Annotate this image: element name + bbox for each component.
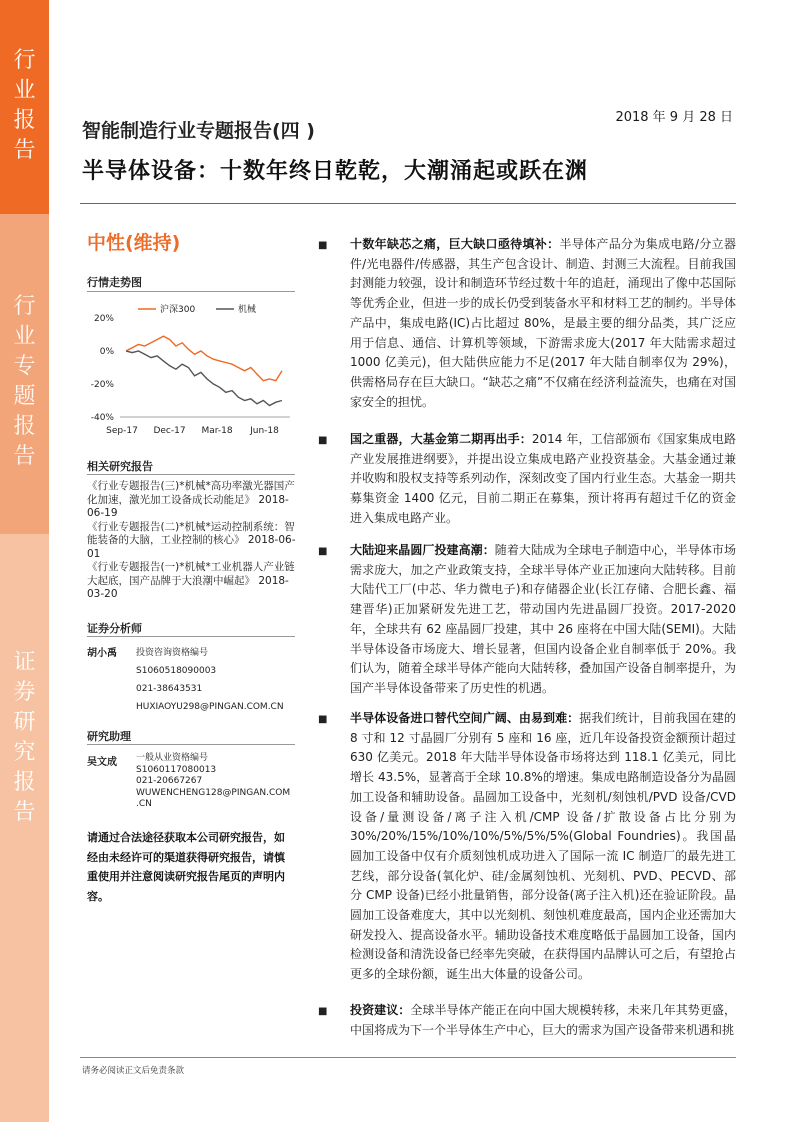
bullet-marker: ■ xyxy=(318,435,328,446)
sidebar-bottom-band xyxy=(0,534,49,1122)
paragraph-lead: 大陆迎来晶圆厂投建高潮： xyxy=(350,543,495,557)
chart-legend-label: 机械 xyxy=(238,305,257,315)
related-report-item: 《行业专题报告(二)*机械*运动控制系统：智能装备的大脑，工业控制的核心》 2018-06-01 xyxy=(87,520,296,560)
chart-legend-label: 沪深300 xyxy=(160,305,196,315)
chart-series-line xyxy=(126,351,282,406)
analyst-phone: 021-38643531 xyxy=(136,684,203,694)
body-paragraph-2 xyxy=(350,430,736,529)
related-section-title: 相关研究报告 xyxy=(87,460,153,473)
analyst-name: 胡小禹 xyxy=(87,648,117,659)
sidebar-bottom-label-char: 券 xyxy=(13,680,36,705)
chart-series-line xyxy=(126,336,282,381)
sidebar-middle-label-char: 专 xyxy=(13,354,36,379)
sidebar-top-label-char: 业 xyxy=(13,78,36,103)
chart-section-title: 行情走势图 xyxy=(87,276,142,289)
sidebar-bottom-label-char: 证 xyxy=(13,650,36,675)
sidebar-middle-label xyxy=(0,292,49,472)
chart-y-tick-label: -20% xyxy=(90,380,114,390)
chart-y-tick-label: 0% xyxy=(99,347,114,357)
sidebar-middle-label-char: 行 xyxy=(13,294,36,319)
header-divider xyxy=(80,203,736,204)
analyst-qualification-label: 投资咨询资格编号 xyxy=(136,648,209,658)
chart-x-tick-label: Dec-17 xyxy=(153,426,186,436)
sidebar-middle-label-char: 业 xyxy=(13,324,36,349)
body-paragraph-5 xyxy=(350,1001,736,1040)
body-paragraph-1 xyxy=(350,235,736,412)
bullet-marker: ■ xyxy=(318,1006,328,1017)
footer-divider xyxy=(80,1057,736,1058)
chart-y-tick-label: 20% xyxy=(93,314,114,324)
sidebar-bottom-label-char: 告 xyxy=(13,800,36,825)
analyst-section-rule xyxy=(87,636,295,637)
paragraph-lead: 国之重器，大基金第二期再出手： xyxy=(350,432,532,446)
bullet-marker: ■ xyxy=(318,240,328,251)
chart-x-tick-label: Jun-18 xyxy=(250,426,279,436)
body-paragraph-4 xyxy=(350,709,736,985)
report-date: 2018 年 9 月 28 日 xyxy=(615,110,733,125)
chart-section-rule xyxy=(87,291,295,292)
report-subtitle: 智能制造行业专题报告(四 ) xyxy=(82,120,315,142)
sidebar-middle-label-char: 题 xyxy=(13,384,36,409)
bullet-marker: ■ xyxy=(318,546,328,557)
chart-x-tick-label: Mar-18 xyxy=(201,426,233,436)
paragraph-text: 全球半导体产能正在向中国大规模转移，未来几年其势更盛，中国将成为下一个半导体生产中心，巨大的需求为国产设备带来机遇和挑 xyxy=(350,1003,736,1037)
sidebar-top-label-char: 报 xyxy=(13,108,36,133)
assistant-phone: 021-20667267 xyxy=(136,776,203,786)
analyst-license-number: S1060518090003 xyxy=(136,666,217,676)
related-report-item: 《行业专题报告(三)*机械*高功率激光器国产化加速，激光加工设备成长动能足》 2018-06-19 xyxy=(87,480,295,519)
sidebar-bottom-label xyxy=(0,648,49,828)
related-report-item: 《行业专题报告(一)*机械*工业机器人产业链大起底，国产品牌于大浪潮中崛起》 2018-03-20 xyxy=(87,561,295,600)
assistant-license-number: S1060117080013 xyxy=(136,764,217,775)
sidebar-middle-label-char: 告 xyxy=(13,444,36,469)
sidebar-top-label xyxy=(0,46,49,166)
paragraph-lead: 十数年缺芯之痛，巨大缺口亟待填补： xyxy=(350,237,560,251)
report-title: 半导体设备：十数年终日乾乾，大潮涌起或跃在渊 xyxy=(82,159,589,184)
sidebar-top-label-char: 告 xyxy=(13,138,36,163)
paragraph-lead: 半导体设备进口替代空间广阔、由易到难： xyxy=(350,711,580,725)
sidebar-bottom-label-char: 研 xyxy=(13,710,36,735)
chart-x-tick-label: Sep-17 xyxy=(106,426,138,436)
assistant-email-suffix: .CN xyxy=(136,799,152,809)
sidebar-top-label-char: 行 xyxy=(13,48,36,73)
analyst-email: HUXIAOYU298@PINGAN.COM.CN xyxy=(136,702,284,712)
assistant-email: WUWENCHENG128@PINGAN.COM xyxy=(136,787,291,798)
analyst-details xyxy=(136,644,284,716)
paragraph-text: 2014 年，工信部颁布《国家集成电路产业发展推进纲要》，并提出设立集成电路产业投资基金。大基金通过兼并收购和股权支持等系列动作，深刻改变了国内行业生态。大基金一期共募集资金 1400 亿元，目前二期正在募集，预计将再有超过千亿的资金进入集成电路产业。 xyxy=(350,432,736,525)
assistant-section-rule xyxy=(87,744,295,745)
paragraph-lead: 投资建议： xyxy=(350,1003,411,1017)
market-trend-chart xyxy=(84,296,300,442)
paragraph-text: 据我们统计，目前我国在建的 8 寸和 12 寸晶圆厂分别有 5 座和 16 座，近几年设备投资金额预计超过 630 亿美元。2018 年大陆半导体设备市场将达到 118.1 亿美元，同比增长 43.5%，显著高于全球 10.8%的增速。集成电路制造设备分为晶圆加工设备和辅助设备。晶圆加工设备中，光刻机/刻蚀机/PVD 设备/CVD 设备/量测设备/离子注入机/CMP 设备/扩散设备占比分别为 30%/20%/15%/10%/10%/5%/5%/5%(Global Foundries)。我国晶圆加工设备中仅有介质刻蚀机成功进入了国际一流 IC 制造厂的最先进工艺线，部分设备(氧化炉、硅/金属刻蚀机、光刻机、PVD、PECVD、部分 CMP 设备)已经小批量销售，部分设备(离子注入机)还在验证阶段。晶圆加工设备难度大，其中以光刻机、刻蚀机难度最高，国内企业还需加大研发投入、提高设备水平。辅助设备技术难度略低于晶圆加工设备，国内检测设备和清洗设备已经率先突破，在获得国内品牌认可之后，有望抢占更多的全球份额，诞生出大体量的设备公司。 xyxy=(350,711,736,982)
disclaimer-text: 请通过合法途径获取本公司研究报告，如经由未经许可的渠道获得研究报告，请慎重使用并注意阅读研究报告尾页的声明内容。 xyxy=(87,831,285,903)
sidebar-bottom-label-char: 报 xyxy=(13,770,36,795)
assistant-section-title: 研究助理 xyxy=(87,730,131,743)
sidebar-bottom-label-char: 究 xyxy=(13,740,36,765)
analyst-section-title: 证券分析师 xyxy=(87,622,142,635)
sidebar-middle-label-char: 报 xyxy=(13,414,36,439)
paragraph-text: 随着大陆成为全球电子制造中心，半导体市场需求庞大，加之产业政策支持，全球半导体产业正加速向大陆转移。目前大陆代工厂(中芯、华力微电子)和存储器企业(长江存储、合肥长鑫、福建晋华)正加紧研发先进工艺，带动国内先进晶圆厂投资。2017-2020 年，全球共有 62 座晶圆厂投建，其中 26 座将在中国大陆(SEMI)。大陆半导体设备市场庞大、增长显著，但国内设备企业自制率低于 20%。我们认为，随着全球半导体产能向大陆转移，叠加国产设备自制率提升，为国产半导体设备带来了历史性的机遇。 xyxy=(350,543,736,695)
paragraph-text: 半导体产品分为集成电路/分立器件/光电器件/传感器，其生产包含设计、制造、封测三大流程。目前我国封测能力较强，设计和制造环节经过数十年的追赶，涌现出了像中芯国际等优秀企业，但进一步的成长仍受到装备水平和材料工艺的制约。半导体产品中，集成电路(IC)占比超过 80%，是最主要的细分品类，其广泛应用于信息、通信、计算机等领域，下游需求庞大(2017 年大陆需求超过 1000 亿美元)，但大陆供应能力不足(2017 年大陆自制率仅为 29%)，供需格局存在巨大缺口。“缺芯之痛”不仅痛在经济利益流失，也痛在对国家安全的担忧。 xyxy=(350,237,736,409)
bullet-marker: ■ xyxy=(318,714,328,725)
assistant-name: 吴文成 xyxy=(87,757,117,768)
rating-label: 中性(维持) xyxy=(87,232,181,254)
related-section-rule xyxy=(87,474,295,475)
footer-note: 请务必阅读正文后免责条款 xyxy=(82,1066,185,1076)
body-paragraph-3 xyxy=(350,541,736,699)
assistant-qualification-label: 一般从业资格编号 xyxy=(136,753,209,763)
assistant-details xyxy=(136,753,290,811)
chart-y-tick-label: -40% xyxy=(90,413,114,423)
related-reports-list xyxy=(87,480,299,602)
